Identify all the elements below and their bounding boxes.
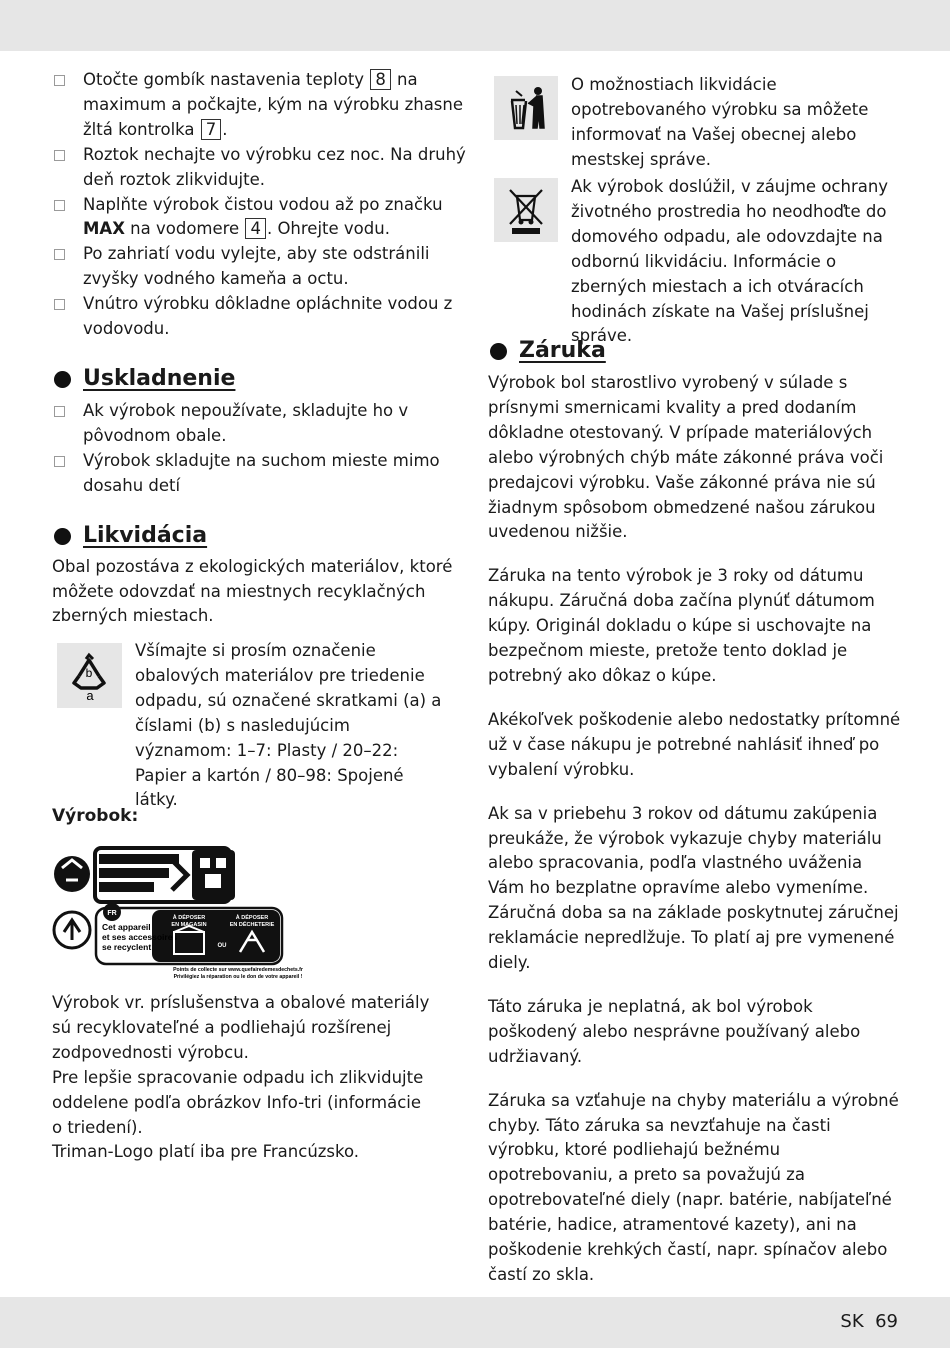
step-text: Otočte gombík nastavenia teploty — [83, 70, 370, 89]
heading-text: Záruka — [519, 338, 606, 363]
disposal-notes — [52, 991, 432, 1165]
ref-number: 8 — [370, 69, 391, 90]
disposal-para: Pre lepšie spracovanie odpadu ich zlikvidujte oddelene podľa obrázkov Info-tri (informácie o triedení). — [52, 1067, 424, 1137]
step-text: na vodomere — [124, 219, 245, 239]
warranty-para: Akékoľvek poškodenie alebo nedostatky prítomné už v čase nákupu je potrebné nahlásiť ihneď po vybalení výrobku. — [488, 709, 901, 779]
triman-col2a: À DÉPOSER — [235, 915, 269, 921]
recycle-description — [135, 639, 450, 813]
storage-text: Výrobok skladujte na suchom mieste mimo dosahu detí — [83, 450, 440, 495]
page-number — [840, 1311, 898, 1332]
bin-text: O možnostiach likvidácie opotrebovaného výrobku sa môžete informovať na Vašej obecnej alebo mestskej správe. — [571, 75, 869, 169]
triman-foot1: Points de collecte sur www.quefairedemesdechets.fr — [173, 967, 303, 973]
triman-info-graphic — [52, 840, 303, 980]
checkbox-bullet-icon — [54, 200, 65, 211]
warranty-para: Výrobok bol starostlivo vyrobený v súlade s prísnymi smernicami kvality a pred dodaním dôkladne otestovaný. V prípade materiálových alebo výrobných chýb máte zákonné práva voči predajcovi výrobku. Vaše zákonné práva nie sú žiadnym spôsobom obmedzené našou zárukou uvedenou nižšie. — [488, 373, 884, 542]
checkbox-bullet-icon — [54, 406, 65, 417]
trash-bin-icon — [494, 76, 558, 140]
bullet-dot-icon — [490, 343, 507, 360]
warranty-para: Ak sa v priebehu 3 rokov od dátumu zakúpenia preukáže, že výrobok vykazuje chyby materiálu alebo spracovania, podľa vlastného uváženia Vám ho bezplatne opravíme alebo vymeníme. Záručná doba sa na základe poskytnutej záručnej reklamácie nepredlžuje. To platí aj pre vymenené diely. — [488, 803, 899, 973]
list-item — [52, 143, 472, 193]
weee-text: Ak výrobok doslúžil, v záujme ochrany životného prostredia ho neodhoďte do domového odpadu, ale odovzdajte na odbornú likvidáciu. Informácie o zberných miestach a ich otváracích hodinách získate na Vašej príslušnej správe. — [571, 177, 889, 346]
triman-col2b: EN DÉCHETERIE — [229, 922, 275, 928]
storage-text: Ak výrobok nepoužívate, skladujte ho v pôvodnom obale. — [83, 400, 409, 445]
step-text: Po zahriatí vodu vylejte, aby ste odstránili zvyšky vodného kameňa a octu. — [83, 244, 430, 289]
warranty-para: Záruka sa vzťahuje na chyby materiálu a výrobné chyby. Táto záruka sa nevzťahuje na časti výrobku, ktoré podliehajú bežnému opotrebovaniu, a preto sa považujú za opotrebovateľné diely (napr. batérie, nabíjateľné batérie, hadice, atramentové kazety), ani na poškodenie krehkých častí, napr. spínačov alebo častí zo skla. — [488, 1090, 899, 1284]
checkbox-bullet-icon — [54, 299, 65, 310]
left-column — [52, 68, 472, 629]
heading-text: Uskladnenie — [83, 365, 236, 391]
disposal-intro: Obal pozostáva z ekologických materiálov, ktoré môžete odovzdať na miestnych recyklačných zberných miestach. — [52, 556, 453, 626]
step-text: . — [222, 119, 228, 139]
checkbox-bullet-icon — [54, 150, 65, 161]
triman-col1b: EN MAGASIN — [171, 922, 207, 928]
step-text: . Ohrejte vodu. — [266, 219, 390, 239]
language-code: SK — [840, 1311, 864, 1332]
checkbox-bullet-icon — [54, 456, 65, 467]
triman-line3: se recyclent — [102, 942, 152, 952]
triman-ou: OU — [217, 943, 227, 949]
list-item — [52, 449, 472, 499]
bullet-dot-icon — [54, 528, 71, 545]
list-item — [52, 292, 472, 342]
triman-line1: Cet appareil — [102, 922, 151, 932]
warranty-para: Záruka na tento výrobok je 3 roky od dátumu nákupu. Záručná doba začína plynúť dátumom kúpy. Originál dokladu o kúpe si uschovajte na bezpečnom mieste, pretože tento doklad je potrebný ako dôkaz o kúpe. — [488, 566, 875, 685]
weee-crossed-bin-icon — [494, 178, 558, 242]
triman-line2: et ses accessoires — [102, 932, 178, 942]
step-text: Roztok nechajte vo výrobku cez noc. Na druhý deň roztok zlikvidujte. — [83, 144, 466, 189]
disposal-heading — [52, 521, 472, 551]
triman-fr: FR — [107, 910, 117, 917]
step-text: Vnútro výrobku dôkladne opláchnite vodou z vodovodu. — [83, 294, 453, 339]
list-item — [52, 242, 472, 292]
recycle-symbol-icon — [57, 643, 122, 708]
heading-text: Likvidácia — [83, 522, 208, 548]
weee-info — [571, 175, 906, 349]
checkbox-bullet-icon — [54, 249, 65, 260]
step-text: Naplňte výrobok čistou vodou až po značku — [83, 194, 443, 214]
top-bar — [0, 0, 950, 51]
list-item — [52, 399, 472, 449]
bullet-dot-icon — [54, 371, 71, 388]
storage-heading — [52, 364, 472, 394]
info-tri-icon — [52, 840, 303, 980]
warranty-section — [488, 336, 903, 1288]
warranty-heading — [488, 336, 903, 366]
disposal-para: Výrobok vr. príslušenstva a obalové materiály sú recyklovateľné a podliehajú rozšírenej zodpovednosti výrobcu. — [52, 993, 430, 1062]
list-item — [52, 193, 472, 243]
page-number-value: 69 — [875, 1311, 898, 1332]
recycle-a-label: a — [86, 688, 94, 703]
page-footer — [0, 1297, 950, 1348]
step-text: na maximum a počkajte, kým na výrobku zhasne žltá kontrolka — [83, 70, 464, 139]
ref-number: 7 — [201, 119, 222, 140]
triman-col1a: À DÉPOSER — [172, 915, 206, 921]
list-item — [52, 68, 472, 143]
recycle-text: Všímajte si prosím označenie obalových materiálov pre triedenie odpadu, sú označené skratkami (a) a číslami (b) s nasledujúcim významom: 1–7: Plasty / 20–22: Papier a kartón / 80–98: Spojené látky. — [135, 641, 442, 810]
max-mark: MAX — [83, 219, 125, 239]
ref-number: 4 — [245, 218, 266, 239]
disposal-para: Triman-Logo platí iba pre Francúzsko. — [52, 1142, 360, 1162]
bin-info — [571, 73, 901, 173]
recycle-b-label: b — [85, 666, 93, 680]
checkbox-bullet-icon — [54, 75, 65, 86]
triman-foot2: Privilégiez la réparation ou le don de votre appareil ! — [173, 974, 303, 980]
product-label: Výrobok: — [52, 806, 139, 826]
warranty-para: Táto záruka je neplatná, ak bol výrobok poškodený alebo nesprávne používaný alebo udržiavaný. — [488, 996, 861, 1066]
